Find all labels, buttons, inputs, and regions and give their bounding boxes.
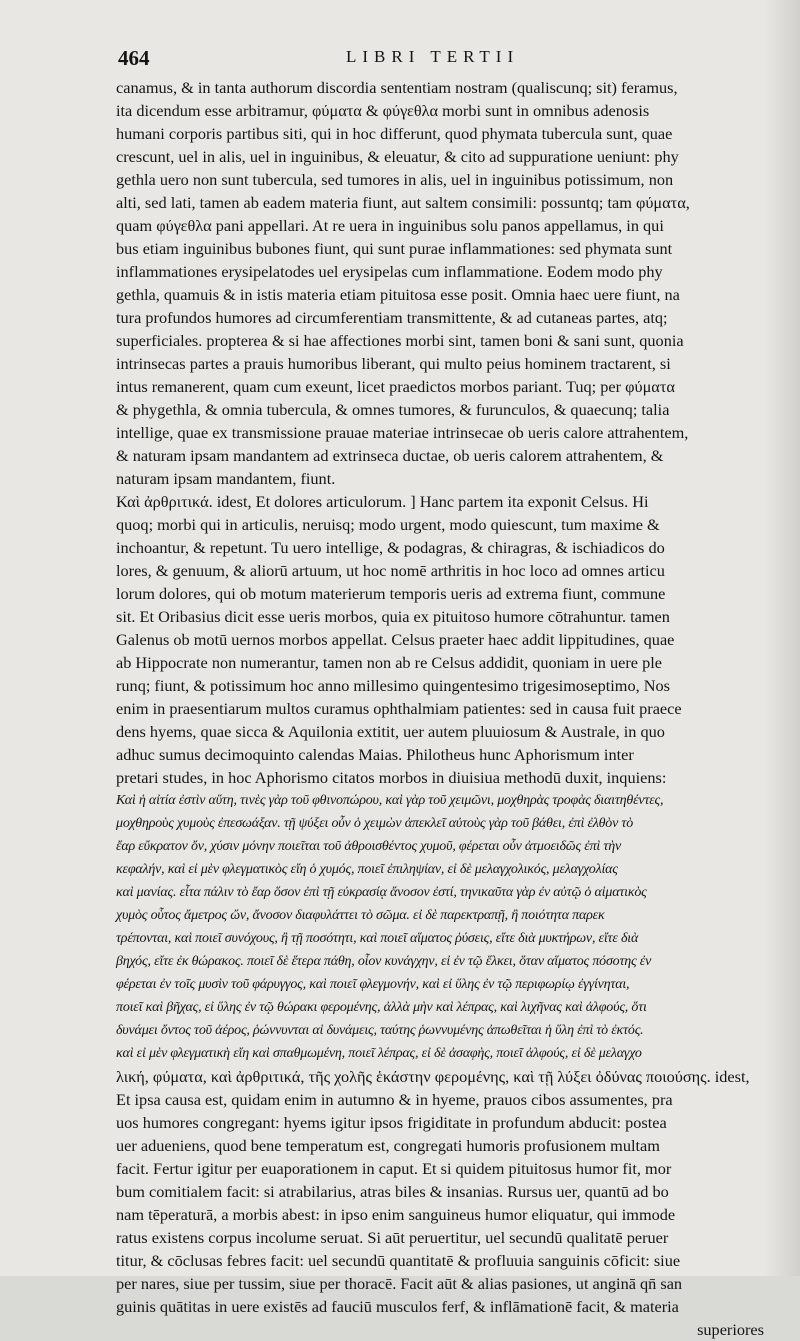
- text-line: facit. Fertur igitur per euaporationem in caput. Et si quidem pituitosus humor fit, mor: [116, 1159, 672, 1178]
- text-line: quoq; morbi qui in articulis, neruisq; modo urgent, modo quiescunt, tum maxime &: [116, 515, 660, 534]
- text-line: crescunt, uel in alis, uel in inguinibus, & eleuatur, & cito ad suppuratione ueniunt: phy: [116, 147, 679, 166]
- text-line: gethla uero non sunt tubercula, sed tumores in alis, uel in inguinibus potissimum, non: [116, 170, 674, 189]
- text-line: dens hyems, quae sicca & Aquilonia extitit, uer autem pluuiosum & Australe, in quo: [116, 722, 665, 741]
- text-line: enim in praesentiarum multos curamus ophthalmiam patientes: sed in causa fuit praece: [116, 699, 682, 718]
- text-line: καὶ εἰ μὲν φλεγματικὴ εἴη καὶ σπαθμωμένη, ποιεῖ λέπρας, εἰ δὲ ἀσαφὴς, ποιεῖ ἀλφούς, εἰ δὲ μελαγχο: [116, 1046, 642, 1061]
- text-line: tura profundos humores ad circumferentiam transmittente, & ad cutaneas partes, atq;: [116, 308, 668, 327]
- text-line: titur, & cōclusas febres facit: uel secundū quantitatē & profluuia sanguinis cōficit: siue: [116, 1251, 681, 1270]
- text-line: bum comitialem facit: si atrabilarius, atras biles & insanias. Rursus uer, quantū ad bo: [116, 1182, 669, 1201]
- text-line: guinis quātitas in uere existēs ad fauciū musculos ferf, & inflāmationē facit, & materia: [116, 1297, 679, 1316]
- text-line: δυνάμει ὄντος τοῦ ἀέρος, ῥώννυνται αἱ δυνάμεις, ταύτης ῥωννυμένης ἀπωθεῖται ἡ ὕλη ἐπὶ τὸ ἐκτός.: [116, 1023, 644, 1038]
- text-line: runq; fiunt, & potissimum hoc anno millesimo quingentesimo trigesimoseptimo, Nos: [116, 676, 670, 695]
- text-line: naturam ipsam mandantem, fiunt.: [116, 469, 336, 488]
- page-header: [118, 46, 778, 72]
- text-line: κεφαλήν, καὶ εἰ μὲν φλεγματικὸς εἴη ὁ χυμός, ποιεῖ ἐπιληψίαν, εἰ δὲ μελαγχολικός, μελαγχολίας: [116, 862, 618, 877]
- text-line: pretari studes, in hoc Aphorismo citatos morbos in diuisiua methodū duxit, inquiens:: [116, 768, 667, 787]
- text-line: per nares, siue per tussim, siue per thoracē. Facit aūt & alias pasiones, ut anginā qn̄ san: [116, 1274, 683, 1293]
- text-line: uos humores congregant: hyems igitur ipsos frigiditate in profundum abducit: postea: [116, 1113, 667, 1132]
- text-line: ποιεῖ καὶ βῆχας, εἰ ὕλης ἐν τῷ θώρακι φερομένης, ἀλλὰ μὴν καὶ λέπρας, καὶ λιχῆνας καὶ ἀλφούς, ὅτι: [116, 1000, 647, 1015]
- text-line: canamus, & in tanta authorum discordia sententiam nostram (qualiscunq; sit) feramus,: [116, 78, 678, 97]
- page-number: 464: [118, 46, 150, 70]
- text-line: βηχός, εἴτε ἐκ θώρακος. ποιεῖ δὲ ἕτερα πάθη, οἷον κυνάγχην, εἰ ἐν τῷ ἕλκει, ὅταν αἵματος πόσοτης ἐν: [116, 954, 652, 969]
- text-line: intellige, quae ex transmissione prauae materiae intrinsecae ob ueris calore attrahentem,: [116, 423, 689, 442]
- text-line: intrinsecas partes a prauis humoribus liberant, qui multo peius hominem tractarent, si: [116, 354, 671, 373]
- text-line: φέρεται ἐν τοῖς μυσὶν τοῦ φάρυγγος, καὶ ποιεῖ φλεγμονήν, καὶ εἰ ὕλης ἐν τῷ περιφωρίῳ ἐγγίνηται,: [116, 977, 630, 992]
- text-line: λική, φύματα, καὶ ἀρθριτικά, τῆς χολῆς ἑκάστην φερομένης, καὶ τῇ λύξει ὀδύνας ποιούσης. idest,: [116, 1067, 750, 1086]
- text-line: Καὶ ἀρθριτικά. idest, Et dolores articulorum. ] Hanc partem ita exponit Celsus. Hi: [116, 492, 649, 511]
- text-line: ita dicendum esse arbitramur, φύματα & φύγεθλα morbi sunt in omnibus adenosis: [116, 101, 650, 120]
- text-line: ratus existens corpus incolume seruat. Si aūt peruertitur, uel secundū qualitatē peruer: [116, 1228, 669, 1247]
- text-line: sit. Et Oribasius dicit esse ueris morbos, quia ex pituitoso humore cōtrahuntur. tamen: [116, 607, 670, 626]
- text-line: humani corporis partibus siti, qui in hoc differunt, quod phymata tubercula sunt, quae: [116, 124, 673, 143]
- text-line: uer adueniens, quod bene temperatum est, congregati humoris profusionem multam: [116, 1136, 660, 1155]
- text-line: inflammationes erysipelatodes uel erysipelas cum inflammatione. Eodem modo phy: [116, 262, 663, 281]
- text-line: lores, & genuum, & aliorū artuum, ut hoc nomē arthritis in hoc loco ad omnes articu: [116, 561, 665, 580]
- text-line: χυμὸς οὗτος ἄμετρος ὤν, ἄνοσον διαφυλάττει τὸ σῶμα. εἰ δὲ παρεκτραπῇ, ἢ ποιότητα παρεκ: [116, 908, 605, 923]
- text-line: μοχθηροὺς χυμοὺς ἐπεσωάξαν. τῇ ψύξει οὖν ὁ χειμὼν ἀπεκλεῖ αὐτοὺς γὰρ τοῦ βάθει, ἐπὶ ἐλθὸν τὸ: [116, 816, 634, 831]
- text-line: quam φύγεθλα pani appellari. At re uera in inguinibus solu panos appellamus, in qui: [116, 216, 664, 235]
- text-line: & phygethla, & omnia tubercula, & omnes tumores, & furunculos, & quaecunq; talia: [116, 400, 670, 419]
- text-line: Galenus ob motū uernos morbos appellat. Celsus praeter haec addit lippitudines, quae: [116, 630, 675, 649]
- text-line: ab Hippocrate non numerantur, tamen non ab re Celsus addidit, quoniam in uere ple: [116, 653, 662, 672]
- text-line: bus etiam inguinibus bubones fiunt, qui sunt purae inflammationes: sed phymata sunt: [116, 239, 673, 258]
- running-head: LIBRI TERTII: [346, 47, 520, 66]
- text-line: καὶ μανίας. εἶτα πάλιν τὸ ἔαρ ὅσον ἐπὶ τῇ εὐκρασίᾳ ἄνοσον ἐστί, τηνικαῦτα γὰρ ἐν αὐτῷ ὁ αἱματικὸς: [116, 885, 647, 900]
- text-line: superficiales. propterea & si hae affectiones morbi sint, tamen boni & sani sunt, quonia: [116, 331, 684, 350]
- text-line: nam tēperaturā, a morbis abest: in ipso enim sanguineus humor eliquatur, qui immode: [116, 1205, 676, 1224]
- text-line: Καὶ ἡ αἰτία ἐστὶν αὕτη, τινὲς γὰρ τοῦ φθινοπώρου, καὶ γὰρ τοῦ χειμῶνι, μοχθηρὰς τροφὰς διαιτηθέντες,: [116, 793, 664, 808]
- text-line: alti, sed lati, tamen ab eadem materia fiunt, aut saltem consimili: possuntq; tam φύματα,: [116, 193, 690, 212]
- text-line: gethla, quamuis & in istis materia etiam pituitosa esse posit. Omnia haec uere fiunt, na: [116, 285, 680, 304]
- text-line: adhuc sumus decimoquinto calendas Maias. Philotheus hunc Aphorismum inter: [116, 745, 634, 764]
- text-line: & naturam ipsam mandantem ad extrinseca ductae, ob ueris calorem attrahentem, &: [116, 446, 664, 465]
- catchword: superiores: [697, 1320, 764, 1339]
- text-line: lorum dolores, qui ob motum materierum temporis ueris ad extrema fiunt, commune: [116, 584, 666, 603]
- text-line: τρέπονται, καὶ ποιεῖ συνόχους, ἢ τῇ ποσότητι, καὶ ποιεῖ αἵματος ῥύσεις, εἴτε διὰ μυκτήρων, εἴτε διὰ: [116, 931, 639, 946]
- text-body: [116, 76, 764, 1341]
- page-edge-shadow: [764, 0, 800, 1276]
- text-line: intus remanerent, quam cum exeunt, licet praedictos morbos pariant. Tuq; per φύματα: [116, 377, 675, 396]
- text-line: inchoantur, & repetunt. Tu uero intellige, & podagras, & chiragras, & ischiadicos do: [116, 538, 665, 557]
- text-line: ἔαρ εὔκρατον ὄν, χύσιν μόνην ποιεῖται τοῦ ἀθροισθέντος χυμοῦ, φέρεται οὖν ἀτμοειδῶς ἐπὶ τὴν: [116, 839, 621, 854]
- text-line: Et ipsa causa est, quidam enim in autumno & in hyeme, prauos cibos assumentes, pra: [116, 1090, 673, 1109]
